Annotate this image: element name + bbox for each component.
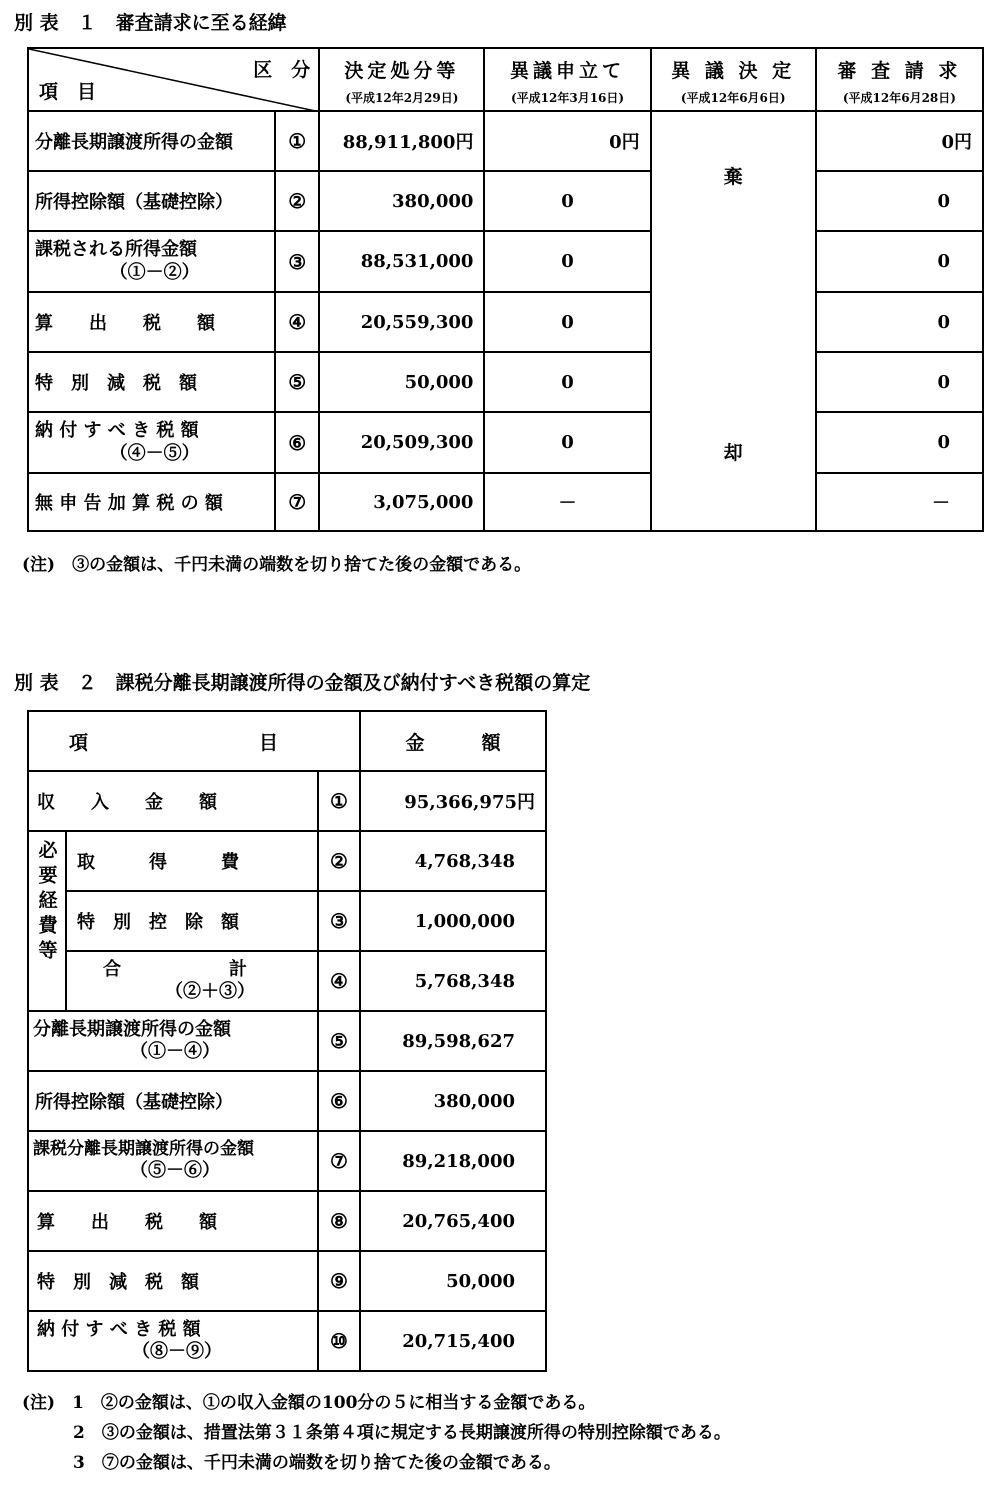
amount-value: 20,765,400: [360, 1191, 546, 1251]
request-value: 0: [816, 292, 983, 352]
row-item: 無 申 告 加 算 税 の 額: [28, 473, 275, 531]
decision-value: 50,000: [319, 352, 484, 412]
dismissal-char-top: 棄: [723, 166, 743, 188]
row-mark: ①: [318, 771, 360, 831]
table-row: [28, 111, 983, 171]
row-item: 収 入 金 額: [28, 771, 318, 831]
decision-value: 88,531,000: [319, 231, 484, 292]
table1: [27, 47, 984, 532]
decision-value: 3,075,000: [319, 473, 484, 531]
group-label-cell: [28, 831, 66, 1011]
row-mark: ⑦: [275, 473, 319, 531]
request-value: －: [816, 473, 983, 531]
table-row: [28, 412, 983, 473]
table-row: [28, 891, 546, 951]
table-row: [28, 771, 546, 831]
table-row: [28, 1251, 546, 1311]
objection-value: －: [484, 473, 650, 531]
decision-value: 88,911,800円: [319, 111, 484, 171]
table-row: [28, 1311, 546, 1371]
table2: [27, 710, 547, 1372]
col-header-review-request: 審 査 請 求 (平成12年6月28日): [816, 48, 983, 111]
table-row: [28, 951, 546, 1011]
row-mark: ⑧: [318, 1191, 360, 1251]
table1-header-row: [28, 48, 983, 111]
row-mark: ⑨: [318, 1251, 360, 1311]
objection-value: 0: [484, 231, 650, 292]
table-row: [28, 831, 546, 891]
table1-item-label: 項 目: [39, 81, 97, 103]
row-item: 納 付 す べ き 税 額 （⑧－⑨）: [28, 1311, 318, 1371]
amount-value: 380,000: [360, 1071, 546, 1131]
request-value: 0円: [816, 111, 983, 171]
request-value: 0: [816, 352, 983, 412]
table2-amount-header: 金 額: [360, 711, 546, 771]
table-row: [28, 473, 983, 531]
objection-value: 0: [484, 171, 650, 231]
row-mark: ④: [318, 951, 360, 1011]
objection-value: 0: [484, 352, 650, 412]
objection-value: 0: [484, 412, 650, 473]
request-value: 0: [816, 171, 983, 231]
row-mark: ③: [275, 231, 319, 292]
amount-value: 50,000: [360, 1251, 546, 1311]
table-row: [28, 1071, 546, 1131]
row-mark: ⑥: [275, 412, 319, 473]
table2-note-2: 2 ③の金額は、措置法第３１条第４項に規定する長期譲渡所得の特別控除額である。: [22, 1423, 731, 1443]
decision-value: 20,559,300: [319, 292, 484, 352]
row-mark: ⑩: [318, 1311, 360, 1371]
table1-corner-cell: [28, 48, 319, 111]
objection-value: 0: [484, 292, 650, 352]
table-row: [28, 1011, 546, 1071]
objection-value: 0円: [484, 111, 650, 171]
row-item: 課税分離長期譲渡所得の金額 （⑤－⑥）: [28, 1131, 318, 1191]
request-value: 0: [816, 412, 983, 473]
header-spacer: [318, 711, 360, 771]
dismissal-cell: [651, 111, 816, 531]
table2-note-3: 3 ⑦の金額は、千円未満の端数を切り捨てた後の金額である。: [22, 1453, 561, 1473]
row-item: 分離長期譲渡所得の金額: [28, 111, 275, 171]
table1-title: 別 表 １ 審査請求に至る経緯: [14, 12, 287, 34]
row-item: 納 付 す べ き 税 額 （④－⑤）: [28, 412, 275, 473]
table-row: [28, 231, 983, 292]
amount-value: 20,715,400: [360, 1311, 546, 1371]
table1-category-label: 区 分: [253, 59, 311, 81]
row-mark: ②: [275, 171, 319, 231]
table-row: [28, 1191, 546, 1251]
row-item: 算 出 税 額: [28, 1191, 318, 1251]
amount-value: 89,218,000: [360, 1131, 546, 1191]
col-header-objection-decision: 異 議 決 定 (平成12年6月6日): [651, 48, 816, 111]
row-item: 合 計 （②＋③）: [66, 951, 318, 1011]
table-row: [28, 1131, 546, 1191]
amount-value: 95,366,975円: [360, 771, 546, 831]
row-mark: ④: [275, 292, 319, 352]
table-row: [28, 352, 983, 412]
row-item: 算 出 税 額: [28, 292, 275, 352]
table1-note: (注) ③の金額は、千円未満の端数を切り捨てた後の金額である。: [22, 555, 532, 575]
request-value: 0: [816, 231, 983, 292]
row-mark: ⑤: [318, 1011, 360, 1071]
group-label: 必要経費等: [35, 840, 58, 965]
row-mark: ③: [318, 891, 360, 951]
table-row: [28, 171, 983, 231]
row-mark: ②: [318, 831, 360, 891]
row-item: 課税される所得金額 （①－②）: [28, 231, 275, 292]
col-header-decision: 決定処分等 (平成12年2月29日): [319, 48, 484, 111]
row-item: 特 別 減 税 額: [28, 352, 275, 412]
amount-value: 89,598,627: [360, 1011, 546, 1071]
dismissal-char-bottom: 却: [723, 442, 743, 464]
table2-note-1: (注) 1 ②の金額は、①の収入金額の100分の５に相当する金額である。: [22, 1393, 596, 1413]
amount-value: 1,000,000: [360, 891, 546, 951]
row-mark: ⑥: [318, 1071, 360, 1131]
row-item: 所得控除額（基礎控除）: [28, 171, 275, 231]
row-item: 所得控除額（基礎控除）: [28, 1071, 318, 1131]
row-item: 分離長期譲渡所得の金額 （①－④）: [28, 1011, 318, 1071]
row-mark: ⑦: [318, 1131, 360, 1191]
amount-value: 5,768,348: [360, 951, 546, 1011]
row-mark: ①: [275, 111, 319, 171]
row-item: 取 得 費: [66, 831, 318, 891]
table2-title: 別 表 ２ 課税分離長期譲渡所得の金額及び納付すべき税額の算定: [14, 672, 591, 694]
row-item: 特 別 減 税 額: [28, 1251, 318, 1311]
table2-header-row: [28, 711, 546, 771]
decision-value: 380,000: [319, 171, 484, 231]
table-row: [28, 292, 983, 352]
col-header-objection: 異議申立て (平成12年3月16日): [484, 48, 650, 111]
table2-item-header: 項 目: [28, 711, 318, 771]
row-item: 特 別 控 除 額: [66, 891, 318, 951]
amount-value: 4,768,348: [360, 831, 546, 891]
decision-value: 20,509,300: [319, 412, 484, 473]
row-mark: ⑤: [275, 352, 319, 412]
